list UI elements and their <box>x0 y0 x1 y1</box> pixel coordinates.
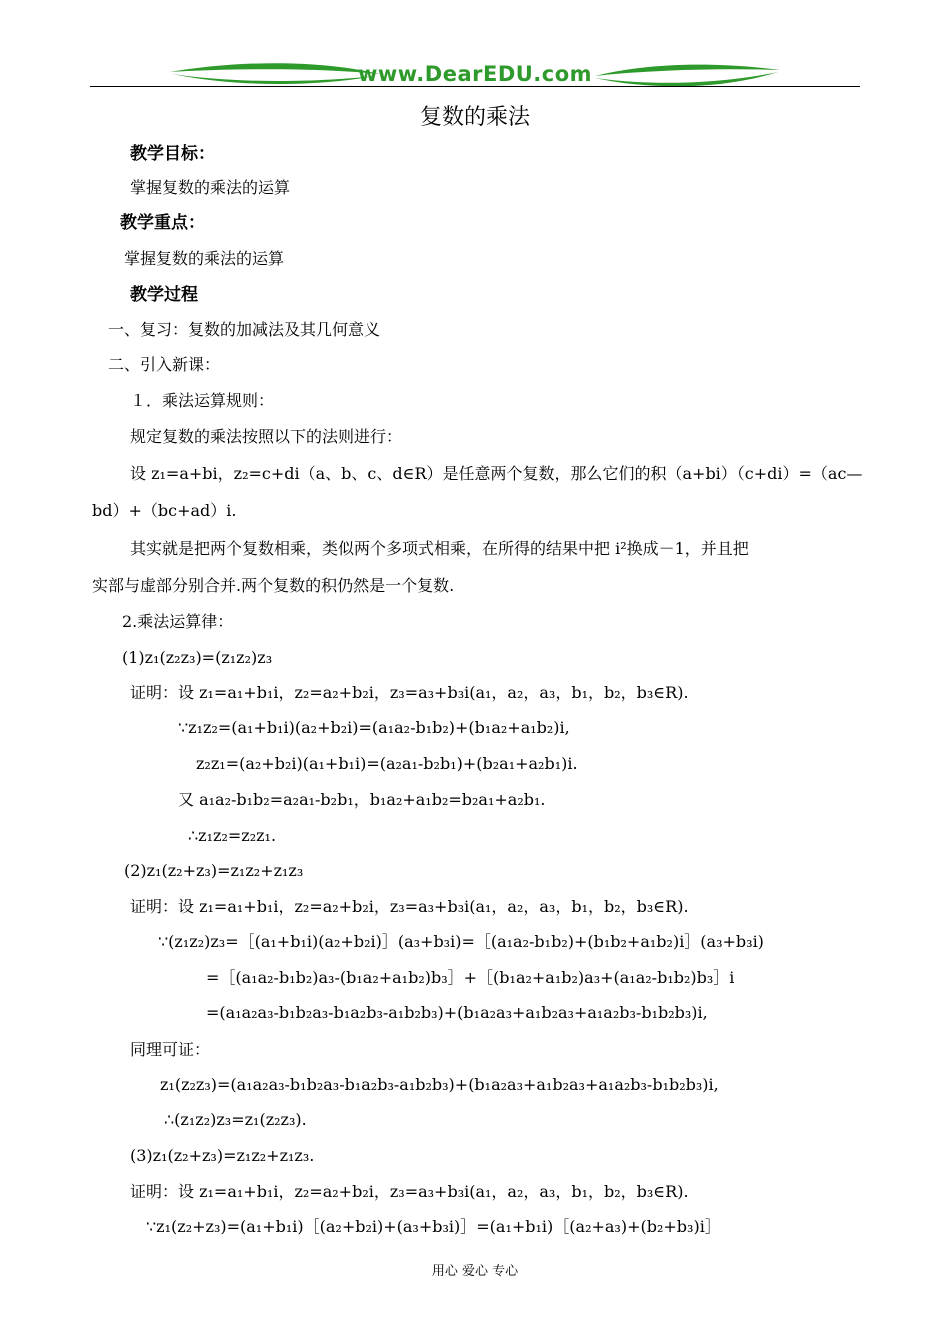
text-line: 一、复习：复数的加减法及其几何意义 <box>108 320 381 339</box>
formula-line: ∵z₁z₂=(a₁+b₁i)(a₂+b₂i)=(a₁a₂-b₁b₂)+(b₁a₂+a₁b₂)i, <box>178 718 570 737</box>
header-divider <box>90 86 860 87</box>
text-line: 实部与虚部分别合并.两个复数的积仍然是一个复数. <box>92 576 455 595</box>
section-heading: 教学目标： <box>130 144 215 164</box>
formula-line: 证明：设 z₁=a₁+b₁i，z₂=a₂+b₂i，z₃=a₃+b₃i(a₁，a₂，a₃，b₁，b₂，b₃∈R). <box>130 1182 689 1201</box>
formula-line: =(a₁a₂a₃-b₁b₂a₃-b₁a₂b₃-a₁b₂b₃)+(b₁a₂a₃+a₁b₂a₃+a₁a₂b₃-b₁b₂b₃)i, <box>206 1003 708 1022</box>
formula-line: 证明：设 z₁=a₁+b₁i，z₂=a₂+b₂i，z₃=a₃+b₃i(a₁，a₂，a₃，b₁，b₂，b₃∈R). <box>130 683 689 702</box>
formula-line: =［(a₁a₂-b₁b₂)a₃-(b₁a₂+a₁b₂)b₃］+［(b₁a₂+a₁b₂)a₃+(a₁a₂-b₁b₂)b₃］i <box>206 968 735 987</box>
formula-line: (2)z₁(z₂+z₃)=z₁z₂+z₁z₃ <box>124 861 304 880</box>
section-heading: 教学过程 <box>130 285 198 305</box>
formula-line: 证明：设 z₁=a₁+b₁i，z₂=a₂+b₂i，z₃=a₃+b₃i(a₁，a₂，a₃，b₁，b₂，b₃∈R). <box>130 897 689 916</box>
formula-line: (3)z₁(z₂+z₃)=z₁z₂+z₁z₃. <box>130 1146 315 1165</box>
page-footer: 用心 爱心 专心 <box>431 1264 519 1279</box>
text-line: 掌握复数的乘法的运算 <box>130 178 291 197</box>
formula-line: (1)z₁(z₂z₃)=(z₁z₂)z₃ <box>122 648 273 667</box>
text-line: 二、引入新课： <box>108 355 221 374</box>
formula-line: z₂z₁=(a₂+b₂i)(a₁+b₁i)=(a₂a₁-b₂b₁)+(b₂a₁+a₂b₁)i. <box>196 754 578 773</box>
site-logo[interactable]: www.DearEDU.com <box>357 62 593 86</box>
text-line: １．乘法运算规则： <box>130 391 275 410</box>
formula-line: 又 a₁a₂-b₁b₂=a₂a₁-b₂b₁，b₁a₂+a₁b₂=b₂a₁+a₂b₁. <box>178 790 546 809</box>
text-line: bd）+（bc+ad）i. <box>92 501 237 520</box>
formula-line: ∴(z₁z₂)z₃=z₁(z₂z₃). <box>164 1110 307 1129</box>
formula-line: ∵(z₁z₂)z₃=［(a₁+b₁i)(a₂+b₂i)］(a₃+b₃i)=［(a₁a₂-b₁b₂)+(b₁b₂+a₁b₂)i］(a₃+b₃i) <box>158 932 764 951</box>
text-line: 设 z₁=a+bi，z₂=c+di（a、b、c、d∈R）是任意两个复数，那么它们的积（a+bi）（c+di）=（ac— <box>130 464 863 483</box>
text-line: 2.乘法运算律： <box>122 612 234 631</box>
section-heading: 教学重点： <box>120 213 205 233</box>
formula-line: z₁(z₂z₃)=(a₁a₂a₃-b₁b₂a₃-b₁a₂b₃-a₁b₂b₃)+(b₁a₂a₃+a₁b₂a₃+a₁a₂b₃-b₁b₂b₃)i, <box>160 1075 719 1094</box>
text-line: 规定复数的乘法按照以下的法则进行： <box>130 427 403 446</box>
page-title: 复数的乘法 <box>419 105 530 130</box>
text-line: 掌握复数的乘法的运算 <box>124 249 285 268</box>
formula-line: ∴z₁z₂=z₂z₁. <box>188 826 277 845</box>
text-line: 其实就是把两个复数相乘，类似两个多项式相乘，在所得的结果中把 i²换成－1，并且把 <box>130 539 749 558</box>
text-line: 同理可证： <box>130 1040 211 1059</box>
formula-line: ∵z₁(z₂+z₃)=(a₁+b₁i)［(a₂+b₂i)+(a₃+b₃i)］=(a₁+b₁i)［(a₂+a₃)+(b₂+b₃)i］ <box>146 1217 721 1236</box>
